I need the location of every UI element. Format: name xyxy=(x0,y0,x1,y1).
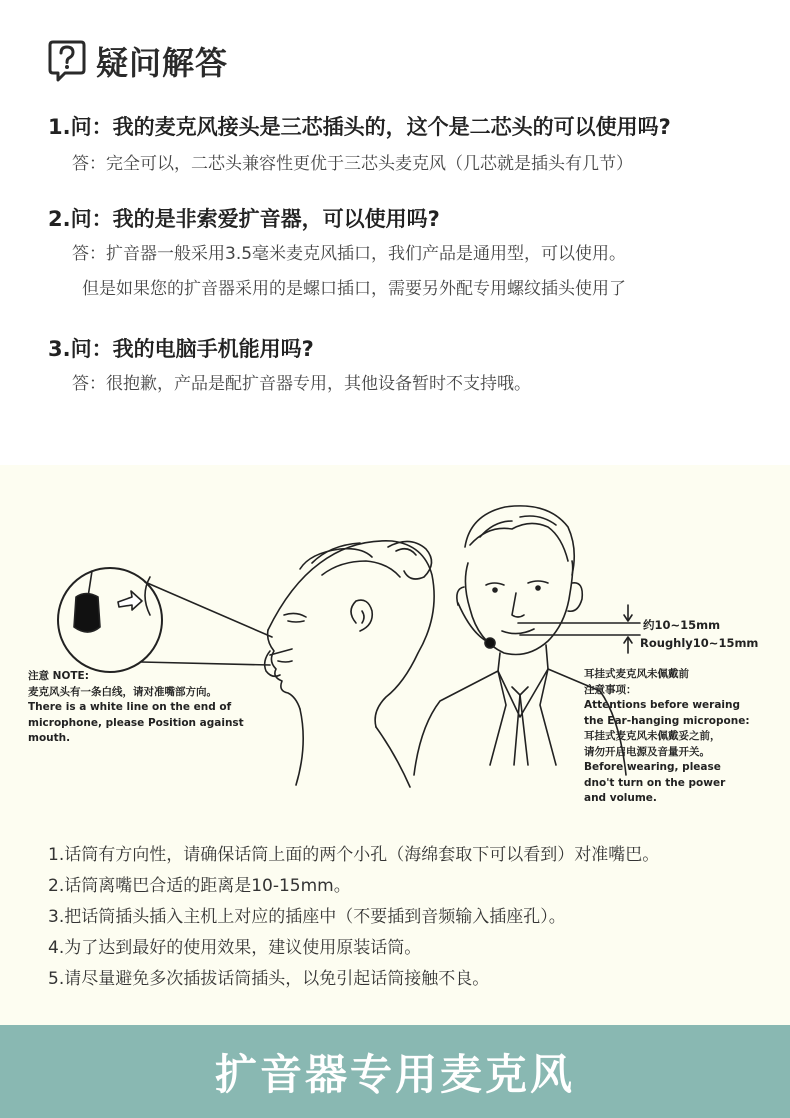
note-right-line: 请勿开启电源及音量开关。 xyxy=(584,745,710,758)
footer-banner xyxy=(0,1025,790,1118)
distance-label-cn: 约10~15mm xyxy=(643,618,721,632)
faq-answer-2-line-1: 答：扩音器一般采用3.5毫米麦克风插口，我们产品是通用型，可以使用。 xyxy=(72,244,627,264)
note-right-line: 耳挂式麦克风未佩戴妥之前， xyxy=(584,730,721,742)
faq-title: 疑问解答 xyxy=(96,44,229,82)
note-right-line: 注意事项： xyxy=(584,683,637,696)
headset-mic-tip xyxy=(485,638,495,648)
tip-item: 3.把话筒插头插入主机上对应的插座中（不要插到音频输入插座孔）。 xyxy=(48,907,566,927)
note-left-line: There is a white line on the end of xyxy=(28,701,232,713)
faq-answer-3: 答：很抱歉，产品是配扩音器专用，其他设备暂时不支持哦。 xyxy=(72,374,531,394)
faq-answer-1: 答：完全可以，二芯头兼容性更优于三芯头麦克风（几芯就是插头有几节） xyxy=(72,154,633,174)
faq-question-2: 2.问：我的是非索爱扩音器，可以使用吗? xyxy=(48,207,440,231)
distance-label-en: Roughly10~15mm xyxy=(640,636,759,650)
faq-question-3: 3.问：我的电脑手机能用吗? xyxy=(48,337,314,361)
note-left-line: mouth. xyxy=(28,732,71,744)
note-right-line: Attentions before weraing xyxy=(584,699,741,711)
note-right xyxy=(584,667,750,807)
note-right-line: 耳挂式麦克风未佩戴前 xyxy=(584,668,689,680)
footer-title: 扩音器专用麦克风 xyxy=(214,1049,575,1099)
note-left xyxy=(28,669,244,747)
note-right-line: and volume. xyxy=(584,792,657,804)
tip-item: 4.为了达到最好的使用效果，建议使用原装话筒。 xyxy=(48,938,422,958)
tip-item: 5.请尽量避免多次插拔话筒插头，以免引起话筒接触不良。 xyxy=(48,969,490,989)
note-right-line: dno't turn on the power xyxy=(584,776,726,789)
note-right-line: the Ear-hanging micropone: xyxy=(584,714,750,727)
faq-header xyxy=(48,38,228,84)
faq-question-1: 1.问：我的麦克风接头是三芯插头的，这个是二芯头的可以使用吗? xyxy=(48,115,671,139)
question-bubble-icon xyxy=(48,40,86,82)
usage-tips-list xyxy=(48,840,659,995)
woman-profile-illustration xyxy=(265,541,434,787)
faq-section xyxy=(0,0,790,465)
tip-item: 2.话筒离嘴巴合适的距离是10-15mm。 xyxy=(48,876,351,896)
faq-answer-2-line-2: 但是如果您的扩音器采用的是螺口插口，需要另外配专用螺纹插头使用了 xyxy=(82,279,626,299)
note-left-line: 注意 NOTE: xyxy=(28,670,89,682)
mic-head-icon xyxy=(74,594,100,633)
usage-illustration-section xyxy=(0,465,790,1025)
tip-item: 1.话筒有方向性，请确保话筒上面的两个小孔（海绵套取下可以看到）对准嘴巴。 xyxy=(48,845,660,865)
note-right-line: Before wearing, please xyxy=(584,761,721,773)
note-left-line: microphone, please Position against xyxy=(28,716,244,729)
note-left-line: 麦克风头有一条白线，请对准嘴部方向。 xyxy=(28,685,217,698)
